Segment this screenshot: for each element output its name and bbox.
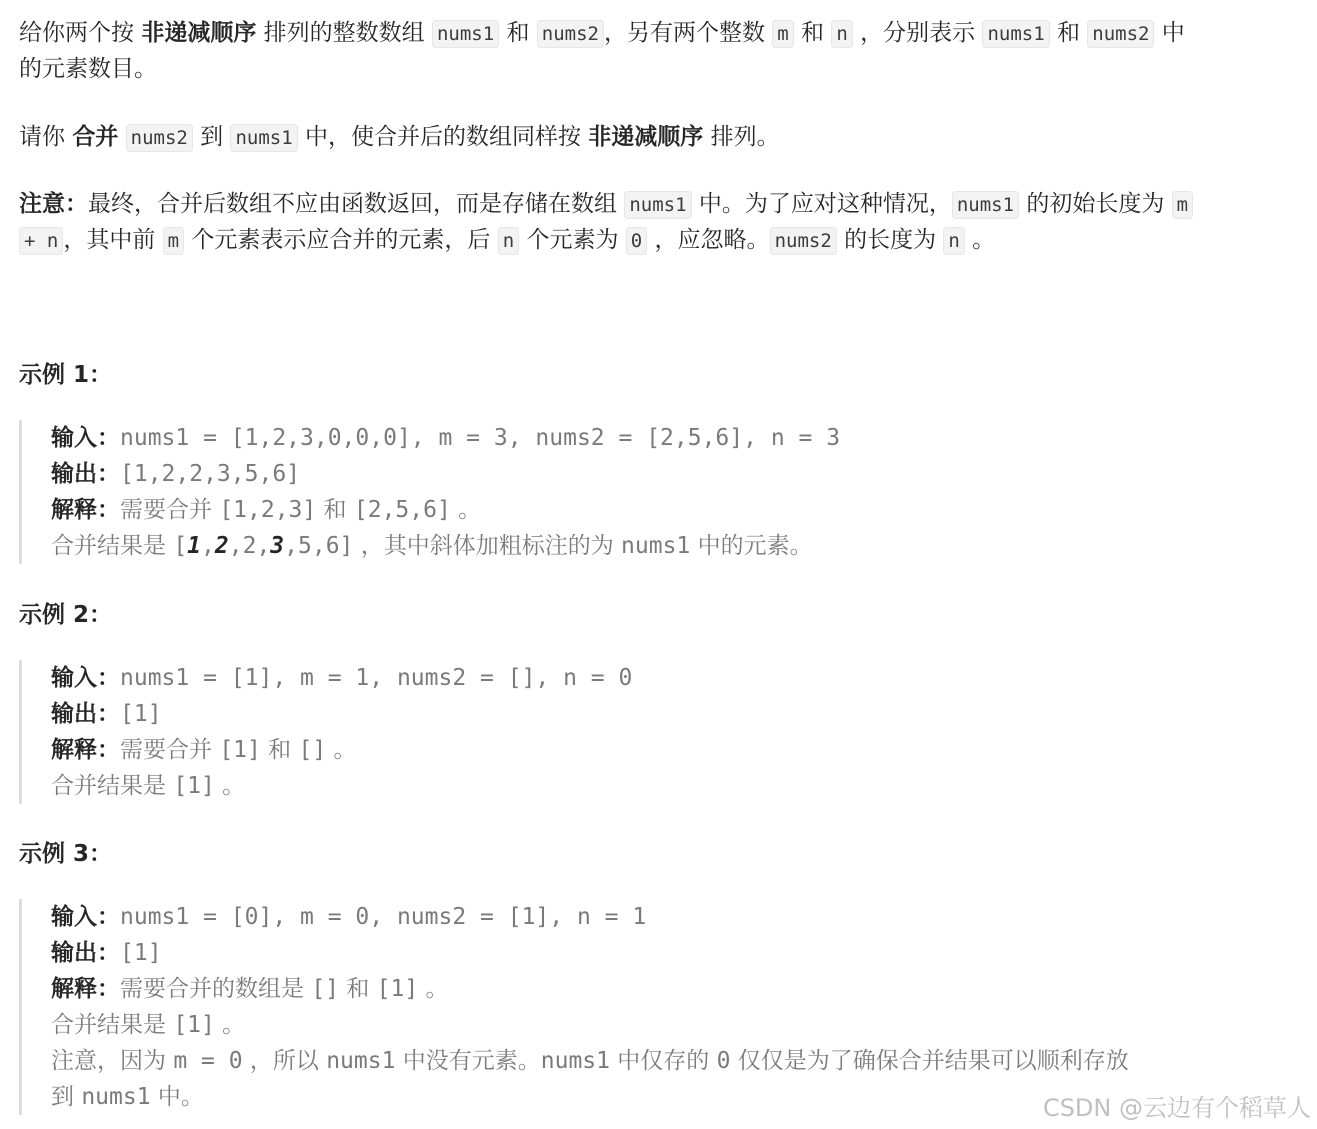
- array-literal: [1]: [219, 737, 261, 763]
- bold-term: 非递减顺序: [588, 124, 704, 150]
- text: 个元素为: [519, 227, 626, 253]
- explain-label: 解释：: [51, 976, 120, 1002]
- input-label: 输入：: [51, 425, 120, 451]
- text: 排列。: [703, 124, 780, 150]
- note-paragraph: [19, 186, 1309, 258]
- example-1-result: [51, 528, 1309, 564]
- inline-code: nums1: [432, 20, 499, 48]
- inline-code: nums1: [952, 191, 1019, 219]
- text: 仅仅是为了确保合并结果可以顺利存放: [730, 1048, 1129, 1074]
- text: ，分别表示: [852, 20, 983, 46]
- text: 和: [499, 20, 537, 46]
- text: 最终，合并后数组不应由函数返回，而是存储在数组: [88, 191, 625, 217]
- intro-line-2: 的元素数目。: [19, 56, 157, 82]
- watermark: CSDN @云边有个稻草人: [1042, 1094, 1311, 1122]
- input-value: nums1 = [1,2,3,0,0,0], m = 3, nums2 = [2,5,6], n = 3: [120, 425, 841, 451]
- text: 需要合并: [120, 737, 220, 763]
- merge-line: [19, 119, 1309, 155]
- inline-code: 0: [626, 227, 647, 255]
- inline-code: nums2: [126, 124, 193, 152]
- array-name: nums1: [540, 1048, 610, 1074]
- highlighted-element: 3: [270, 533, 285, 559]
- output-value: [1]: [120, 940, 162, 966]
- output-value: [1]: [120, 701, 162, 727]
- example-3-output: [51, 935, 1309, 971]
- text: ,5,6]: [284, 533, 354, 559]
- inline-code: m: [1172, 191, 1193, 219]
- input-value: nums1 = [1], m = 1, nums2 = [], n = 0: [120, 665, 633, 691]
- example-1-heading: 示例 1：: [19, 362, 113, 388]
- text: 。: [450, 497, 482, 523]
- code-expression: m = 0: [173, 1048, 243, 1074]
- example-2-explain: [51, 732, 1309, 768]
- text: 中。: [150, 1084, 204, 1110]
- text: 和: [260, 737, 299, 763]
- bold-term: 非递减顺序: [141, 20, 257, 46]
- text: 注意，因为: [51, 1048, 174, 1074]
- input-label: 输入：: [51, 904, 120, 930]
- output-label: 输出：: [51, 461, 120, 487]
- text: 合并结果是: [51, 533, 174, 559]
- inline-code: nums1: [982, 20, 1049, 48]
- array-literal: []: [298, 737, 327, 763]
- array-literal: []: [311, 976, 340, 1002]
- text: 。: [964, 227, 996, 253]
- text: 给你两个按: [19, 20, 142, 46]
- example-3-heading: 示例 3：: [19, 841, 113, 867]
- merged-array: [1]: [173, 1012, 215, 1038]
- merge-paragraph: [19, 119, 1309, 155]
- note-line-1: [19, 186, 1309, 222]
- text: ，所以: [242, 1048, 327, 1074]
- input-value: nums1 = [0], m = 0, nums2 = [1], n = 1: [120, 904, 647, 930]
- text: 中的元素。: [690, 533, 813, 559]
- array-literal: [2,5,6]: [353, 497, 451, 523]
- inline-code: m: [772, 20, 793, 48]
- example-3-result: [51, 1007, 1309, 1043]
- array-name: nums1: [326, 1048, 396, 1074]
- array-literal: [1,2,3]: [219, 497, 317, 523]
- merged-array: [1]: [173, 773, 215, 799]
- intro-paragraph: [19, 15, 1309, 87]
- inline-code: n: [943, 227, 964, 255]
- text: 和: [316, 497, 354, 523]
- explain-label: 解释：: [51, 737, 120, 763]
- text: 和: [793, 20, 832, 46]
- example-2-input: [51, 660, 1309, 696]
- output-label: 输出：: [51, 701, 120, 727]
- input-label: 输入：: [51, 665, 120, 691]
- example-1-block: [19, 420, 1309, 564]
- text: ，其中前: [63, 227, 163, 253]
- text: ，另有两个整数: [603, 20, 773, 46]
- text: 。: [418, 976, 449, 1002]
- text: ,: [201, 533, 215, 559]
- array-literal: [1]: [376, 976, 419, 1002]
- example-2-result: [51, 768, 1309, 804]
- array-name: nums1: [81, 1084, 151, 1110]
- text: 和: [339, 976, 377, 1002]
- output-label: 输出：: [51, 940, 120, 966]
- code-value: 0: [716, 1048, 731, 1074]
- text: 请你: [19, 124, 73, 150]
- text: 中仅存的: [610, 1048, 717, 1074]
- text: 的初始长度为: [1019, 191, 1172, 217]
- inline-code: nums2: [1087, 20, 1154, 48]
- merged-array: [173, 533, 353, 559]
- text: 个元素表示应合并的元素，后: [184, 227, 498, 253]
- text: 的长度为: [836, 227, 944, 253]
- example-2-heading: 示例 2：: [19, 602, 113, 628]
- text: 到: [192, 124, 231, 150]
- text: 中: [1154, 20, 1185, 46]
- inline-code: nums2: [537, 20, 604, 48]
- inline-code: nums2: [770, 227, 837, 255]
- text: 合并结果是: [51, 1012, 174, 1038]
- explain-label: 解释：: [51, 497, 120, 523]
- text: 。: [214, 773, 246, 799]
- example-1-explain: [51, 492, 1309, 528]
- inline-code: nums1: [624, 191, 691, 219]
- text: 需要合并: [120, 497, 220, 523]
- inline-code: n: [831, 20, 852, 48]
- text: 中没有元素。: [395, 1048, 541, 1074]
- note-label: 注意：: [19, 191, 88, 217]
- example-3-input: [51, 899, 1309, 935]
- text: [: [173, 533, 188, 559]
- note-line-2: [19, 222, 1309, 258]
- array-name: nums1: [621, 533, 691, 559]
- inline-code: + n: [19, 227, 63, 255]
- text: ，其中斜体加粗标注的为: [353, 533, 622, 559]
- intro-line-1: [19, 15, 1309, 51]
- text: 中，使合并后的数组同样按: [297, 124, 589, 150]
- example-3-explain: [51, 971, 1309, 1007]
- highlighted-element: 1: [187, 533, 202, 559]
- text: 。: [326, 737, 357, 763]
- text: 和: [1049, 20, 1088, 46]
- example-3-note: [51, 1043, 1309, 1079]
- inline-code: m: [163, 227, 184, 255]
- text: 中。为了应对这种情况，: [691, 191, 952, 217]
- text: 需要合并的数组是: [120, 976, 312, 1002]
- text: 合并结果是: [51, 773, 174, 799]
- bold-term: 合并: [72, 124, 119, 150]
- example-3-block: [19, 899, 1309, 1115]
- highlighted-element: 2: [214, 533, 229, 559]
- text: 到: [51, 1084, 82, 1110]
- text: ,2,: [228, 533, 271, 559]
- text: ，应忽略。: [647, 227, 770, 253]
- inline-code: nums1: [230, 124, 297, 152]
- output-value: [1,2,2,3,5,6]: [120, 461, 301, 487]
- example-2-block: [19, 660, 1309, 804]
- inline-code: n: [498, 227, 519, 255]
- example-1-output: [51, 456, 1309, 492]
- example-2-output: [51, 696, 1309, 732]
- text: 。: [214, 1012, 246, 1038]
- example-1-input: [51, 420, 1309, 456]
- text: 排列的整数数组: [256, 20, 432, 46]
